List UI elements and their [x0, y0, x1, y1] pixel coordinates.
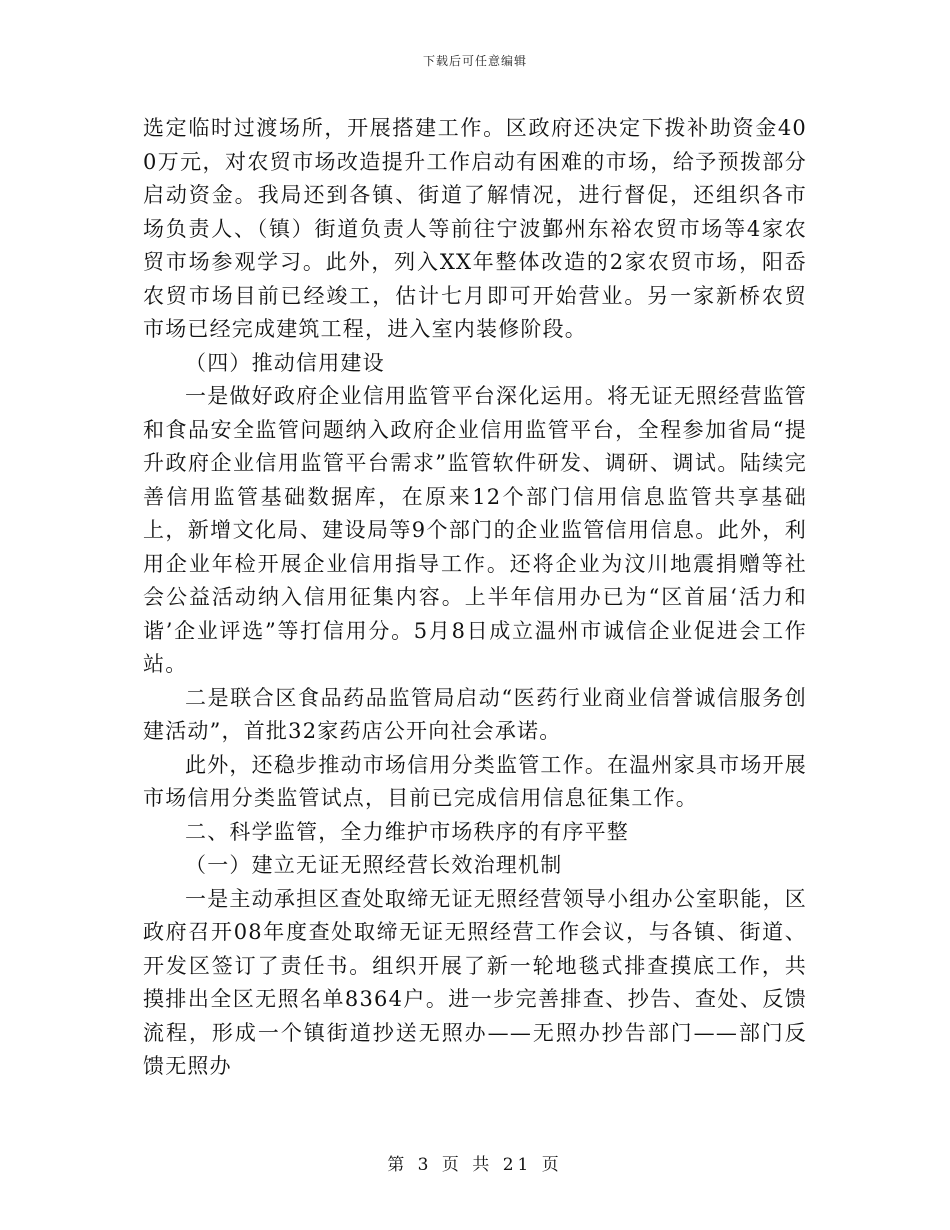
page-number-footer: 第 3 页 共 21 页	[387, 1155, 563, 1175]
paragraph-unlicensed: 一是主动承担区查处取缔无证无照经营领导小组办公室职能，区政府召开08年度查处取缔无证无照经营工作会议，与各镇、街道、开发区签订了责任书。组织开展了新一轮地毯式排查摸底工作，共摸排出全区无照名单8364户。进一步完善排查、抄告、查处、反馈流程，形成一个镇街道抄送无照办——无照办抄告部门——部门反馈无照办	[143, 886, 807, 1078]
paragraph-classification: 此外，还稳步推动市场信用分类监管工作。在温州家具市场开展市场信用分类监管试点，目前已完成信用信息征集工作。	[143, 752, 807, 810]
section-heading-supervision: 二、科学监管，全力维护市场秩序的有序平整	[185, 819, 629, 844]
paragraph-pharma: 二是联合区食品药品监管局启动“医药行业商业信誉诚信服务创建活动”，首批32家药店公开向社会承诺。	[143, 685, 807, 743]
section-heading-credit: （四）推动信用建设	[185, 350, 385, 375]
header-note: 下载后可任意编辑	[422, 54, 527, 68]
body-text	[143, 112, 807, 1084]
subsection-heading-unlicensed: （一）建立无证无照经营长效治理机制	[185, 853, 563, 877]
paragraph-credit-platform: 一是做好政府企业信用监管平台深化运用。将无证无照经营监管和食品安全监管问题纳入政府企业信用监管平台，全程参加省局“提升政府企业信用监管平台需求”监管软件研发、调研、调试。陆续完善信用监管基础数据库，在原来12个部门信用信息监管共享基础上，新增文化局、建设局等9个部门的企业监管信用信息。此外，利用企业年检开展企业信用指导工作。还将企业为汶川地震捐赠等社会公益活动纳入信用征集内容。上半年信用办已为“区首届‘活力和谐’企业评选”等打信用分。5月8日成立温州市诚信企业促进会工作站。	[143, 384, 807, 676]
paragraph-1: 选定临时过渡场所，开展搭建工作。区政府还决定下拨补助资金400万元，对农贸市场改造提升工作启动有困难的市场，给予预拨部分启动资金。我局还到各镇、街道了解情况，进行督促，还组织各市场负责人、（镇）街道负责人等前往宁波鄞州东裕农贸市场等4家农贸市场参观学习。此外，列入XX年整体改造的2家农贸市场，阳岙农贸市场目前已经竣工，估计七月即可开始营业。另一家新桥农贸市场已经完成建筑工程，进入室内装修阶段。	[143, 116, 807, 341]
